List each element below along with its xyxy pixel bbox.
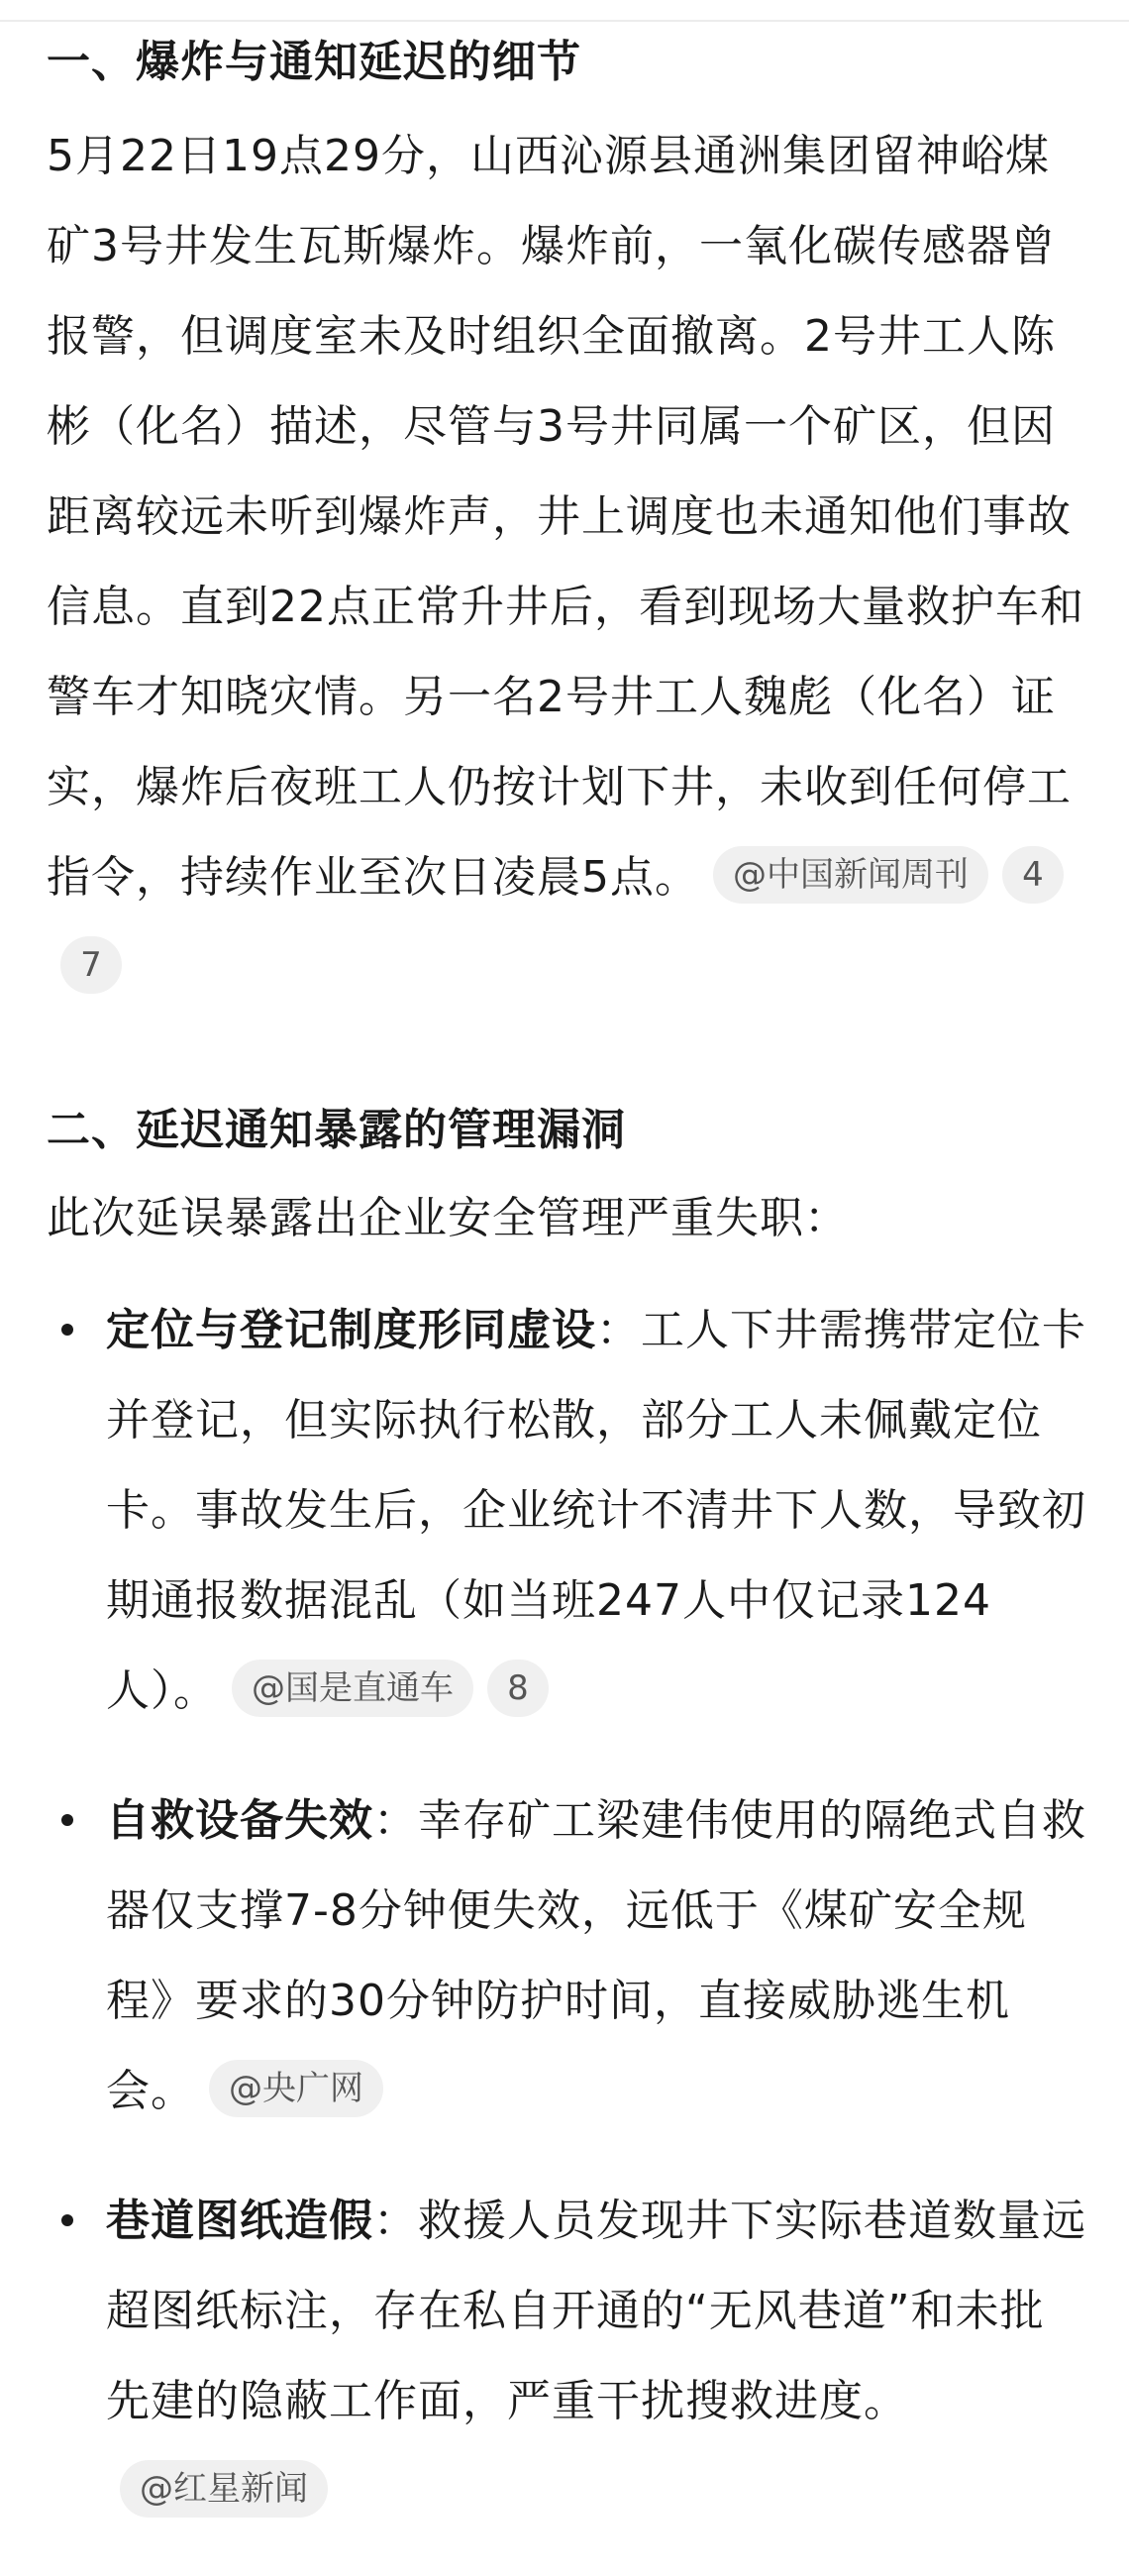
list-item bbox=[47, 1285, 1086, 1736]
source-chip[interactable]: @红星新闻 bbox=[120, 2460, 328, 2518]
reference-chip[interactable]: 4 bbox=[1002, 846, 1064, 904]
reference-chip[interactable]: 7 bbox=[60, 936, 122, 994]
item-separator: ： bbox=[596, 1305, 641, 1355]
item-term: 巷道图纸造假 bbox=[106, 2196, 373, 2246]
section-heading: 二、延迟通知暴露的管理漏洞 bbox=[47, 1105, 626, 1155]
top-divider bbox=[0, 20, 1129, 22]
item-text: 幸存矿工梁建伟使用的隔绝式自救器仅支撑7-8分钟便失效，远低于《煤矿安全规程》要求的30分钟防护时间，直接威胁逃生机会。 bbox=[106, 1795, 1086, 2116]
bullet-icon bbox=[61, 1324, 73, 1336]
bullet-list bbox=[47, 1285, 1086, 2536]
item-term: 定位与登记制度形同虚设 bbox=[106, 1305, 596, 1355]
paragraph-text: 5月22日19点29分，山西沁源县通洲集团留神峪煤矿3号井发生瓦斯爆炸。爆炸前，一氧化碳传感器曾报警，但调度室未及时组织全面撤离。2号井工人陈彬（化名）描述，尽管与3号井同属一个矿区，但因距离较远未听到爆炸声，井上调度也未通知他们事故信息。直到22点正常升井后，看到现场大量救护车和警车才知晓灾情。另一名2号井工人魏彪（化名）证实，爆炸后夜班工人仍按计划下井，未收到任何停工指令，持续作业至次日凌晨5点。 bbox=[47, 131, 1084, 903]
reference-chip[interactable]: 8 bbox=[487, 1660, 549, 1717]
item-term: 自救设备失效 bbox=[106, 1795, 373, 1846]
bullet-icon bbox=[61, 1814, 73, 1826]
section-heading: 一、爆炸与通知延迟的细节 bbox=[47, 37, 581, 87]
item-separator: ： bbox=[373, 2196, 418, 2246]
bullet-icon bbox=[61, 2214, 73, 2226]
item-text: 工人下井需携带定位卡并登记，但实际执行松散，部分工人未佩戴定位卡。事故发生后，企业统计不清井下人数，导致初期通报数据混乱（如当班247人中仅记录124人）。 bbox=[106, 1305, 1086, 1716]
section-explosion-details bbox=[47, 28, 1086, 1013]
item-separator: ： bbox=[373, 1795, 418, 1846]
section-management-loopholes bbox=[47, 1096, 1086, 2536]
item-text: 救援人员发现井下实际巷道数量远超图纸标注，存在私自开通的“无风巷道”和未批先建的隐蔽工作面，严重干扰搜救进度。 bbox=[106, 2196, 1086, 2426]
paragraph bbox=[47, 111, 1086, 1013]
list-item bbox=[47, 1775, 1086, 2136]
intro-text: 此次延误暴露出企业安全管理严重失职： bbox=[47, 1193, 849, 1243]
source-chip[interactable]: @国是直通车 bbox=[232, 1660, 473, 1717]
source-chip[interactable]: @央广网 bbox=[209, 2060, 383, 2117]
article-body bbox=[47, 28, 1086, 2576]
source-chip[interactable]: @中国新闻周刊 bbox=[713, 846, 988, 904]
list-item bbox=[47, 2176, 1086, 2536]
